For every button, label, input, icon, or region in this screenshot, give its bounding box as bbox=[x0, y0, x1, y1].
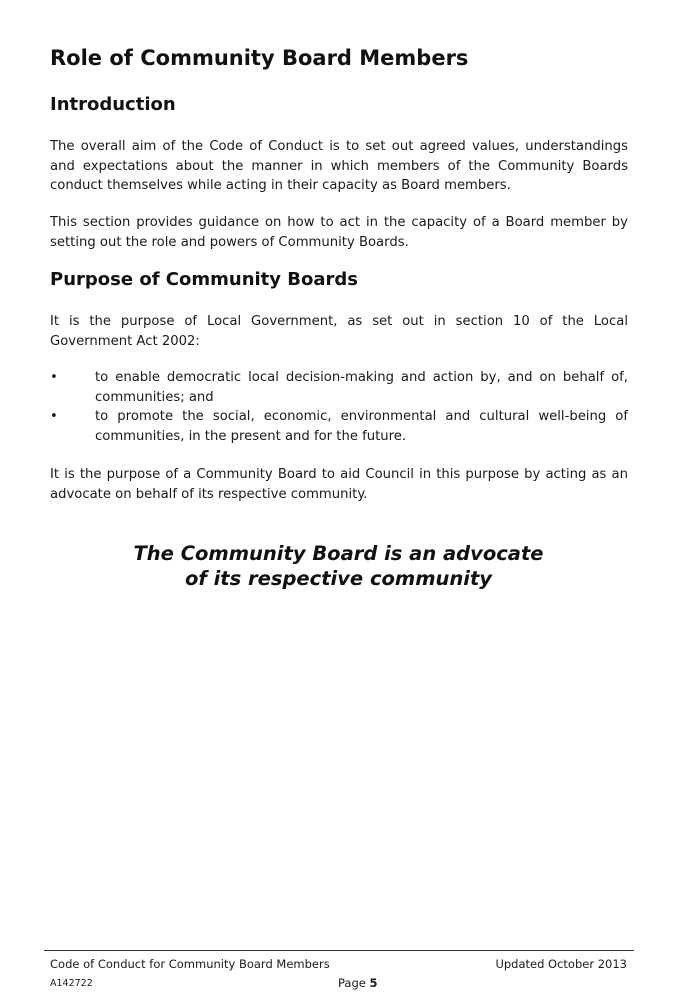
page-title: Role of Community Board Members bbox=[50, 46, 469, 70]
bullet-text: to enable democratic local decision-making and action by, and on behalf of, communities; and bbox=[95, 370, 628, 405]
page-number: 5 bbox=[369, 976, 378, 990]
footer-updated-date: Updated October 2013 bbox=[495, 957, 627, 971]
callout-line-1: The Community Board is an advocate bbox=[133, 542, 544, 565]
callout-line-2: of its respective community bbox=[184, 567, 493, 590]
footer-document-title: Code of Conduct for Community Board Members bbox=[50, 957, 330, 971]
introduction-heading: Introduction bbox=[50, 94, 176, 115]
introduction-paragraph-2: This section provides guidance on how to act in the capacity of a Board member by setting out the role and powers of Community Boards. bbox=[50, 215, 628, 250]
purpose-intro-paragraph: It is the purpose of Local Government, as set out in section 10 of the Local Government Act 2002: bbox=[50, 314, 628, 349]
footer-reference-number: A142722 bbox=[50, 978, 93, 989]
list-item bbox=[50, 368, 628, 407]
advocate-callout bbox=[0, 541, 677, 591]
purpose-closing-paragraph: It is the purpose of a Community Board to aid Council in this purpose by acting as an advocate on behalf of its respective community. bbox=[50, 467, 628, 502]
purpose-heading: Purpose of Community Boards bbox=[50, 269, 358, 290]
purpose-bullet-list bbox=[50, 368, 628, 446]
footer-page-number bbox=[338, 976, 378, 990]
footer-divider bbox=[44, 950, 634, 951]
bullet-icon: • bbox=[50, 409, 58, 424]
bullet-icon: • bbox=[50, 370, 58, 385]
page-label: Page bbox=[338, 976, 370, 990]
list-item bbox=[50, 407, 628, 446]
introduction-paragraph-1: The overall aim of the Code of Conduct is to set out agreed values, understandings and expectations about the manner in which members of the Community Boards conduct themselves while acting in their capacity as Board members. bbox=[50, 139, 628, 193]
bullet-text: to promote the social, economic, environmental and cultural well-being of communities, in the present and for the future. bbox=[95, 409, 628, 444]
